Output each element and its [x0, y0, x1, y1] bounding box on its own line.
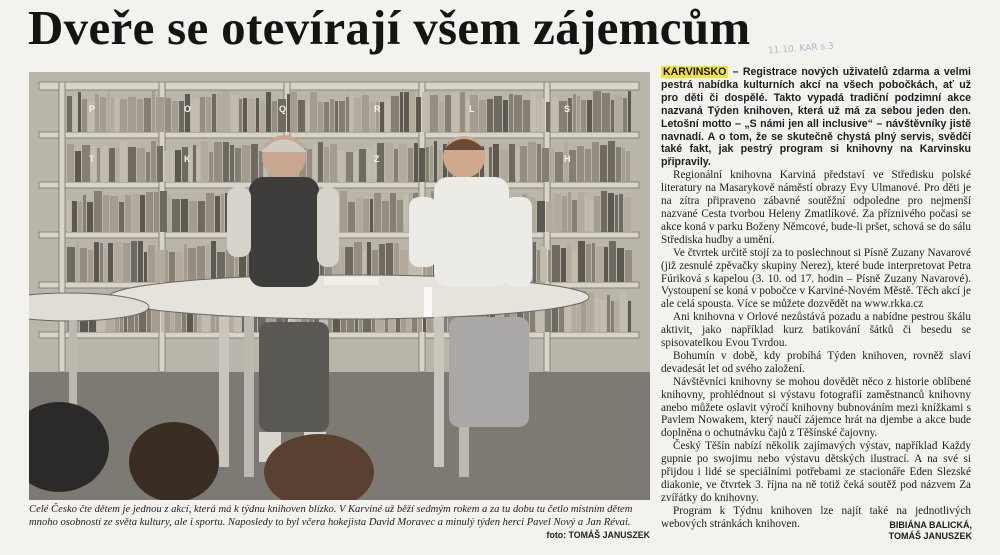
paragraph-6: Český Těšín nabízí několik zajímavých výstav, například Každy gupnie po swojimu nebo výstavu dětských ilustrací. A na své si přijdou i lidé se speciálními potřebami ze stacionáře Eden Slezské diakonie, ve čtvrtek 3. října na ně totiž čeká soutěž pod názvem Za zvířátky do knihovny. [661, 440, 971, 504]
paragraph-2: Ve čtvrtek určitě stojí za to poslechnout si Písně Zuzany Navarové (již zesnulé zpěvačky skupiny Nerez), které bude interpretovat Petra Fúriková s kapelou (3. 10. od 17. hodin – Písně Zuzany Navarové). Vystoupení se koná v pobočce v Karviné-Novém Městě. Těch akcí je ale celá spousta. Více se můžete dozvědět na www.rkka.cz [661, 246, 971, 311]
library-reading-photo [29, 72, 650, 500]
paragraph-1: Regionální knihovna Karviná představí ve Středisku polské literatury na Masarykově náměstí obrazy Evy Ulmanové. Pro děti je na zítra připraveno zábavné soutěžní odpoledne pro nejmenší nazvané Cesta tvorbou Heleny Zmatlíkové. Za příznivého počasí se akce koná v parku Boženy Němcové, bude-li pršet, schová se do sálu Střediska hudby a umění. [661, 169, 971, 246]
article-photo [29, 72, 650, 500]
photo-credit: foto: TOMÁŠ JANUSZEK [546, 530, 650, 540]
shelf-letter-label: H [564, 154, 571, 164]
shelf-letter-label: Z [374, 154, 380, 164]
article-lead [661, 66, 971, 169]
article-headline: Dveře se otevírají všem zájemcům [28, 0, 751, 55]
shelf-letter-label: S [564, 104, 571, 114]
shelf-letter-label: Q [279, 104, 287, 114]
dateline: KARVINSKO [663, 66, 727, 78]
caption-text: Celé Česko čte dětem je jednou z akcí, která má k týdnu knihoven blízko. V Karviné už běží sedmým rokem a za tu dobu tu četlo místním dětem mnoho osobností ze světa kultury, ale i sportu. Naposledy to byl včera hokejista David Moravec a minulý týden herci Pavel Nový a Jan Révai. [29, 504, 633, 528]
shelf-letter-label: R [374, 104, 381, 114]
paragraph-3: Ani knihovna v Orlové nezůstává pozadu a nabídne pestrou škálu aktivit, jako například kurz batikování šátků či besedu se spisovatelkou Evou Tvrdou. [661, 311, 971, 350]
photo-caption [29, 503, 650, 542]
byline [862, 520, 972, 542]
handwritten-annotation: 11.10. KAR s.3 [767, 41, 835, 57]
byline-author-2: TOMÁŠ JANUSZEK [888, 531, 972, 541]
paragraph-4: Bohumín v době, kdy probíhá Týden knihoven, rovněž slaví devadesát let od svého založení. [661, 349, 971, 375]
article-body [661, 66, 971, 531]
byline-author-1: BIBIÁNA BALICKÁ, [889, 520, 972, 530]
paragraph-7: Program k Týdnu knihoven lze najít také na jednotlivých webových stránkách knihoven. [661, 504, 971, 530]
shelf-letter-label: K [184, 154, 191, 164]
paragraph-5: Návštěvníci knihovny se mohou dovědět něco z historie oblíbené knihovny, prohlédnout si výstavu fotografií zaměstnanců knihovny anebo můžete oslavit výročí knihovny bubnováním mezi knížkami s Pavlem Nowakem, který naučí zájemce hrát na djembe a akce bude doplněna o ochutnávku čajů z Těšínské čajovny. [661, 375, 971, 440]
shelf-letter-label: L [469, 104, 475, 114]
shelf-letter-label: P [89, 104, 96, 114]
shelf-letter-label: T [89, 154, 95, 164]
shelf-letter-label: O [184, 104, 192, 114]
lead-text: – Registrace nových uživatelů zdarma a velmi pestrá nabídka kulturních akcí na všech pobočkách, ať už pro děti či dospělé. Takto vypadá tradiční podzimní akce nazvaná Týden knihoven, která už má za sebou jeden den. Letošní motto – „S námi jen all inclusive“ – návštěvníky jistě navnadí. A o tom, že se skutečně chystá plný servis, svědčí také fakt, jak pestrý program si knihovny na Karvinsku připravily. [661, 66, 971, 169]
